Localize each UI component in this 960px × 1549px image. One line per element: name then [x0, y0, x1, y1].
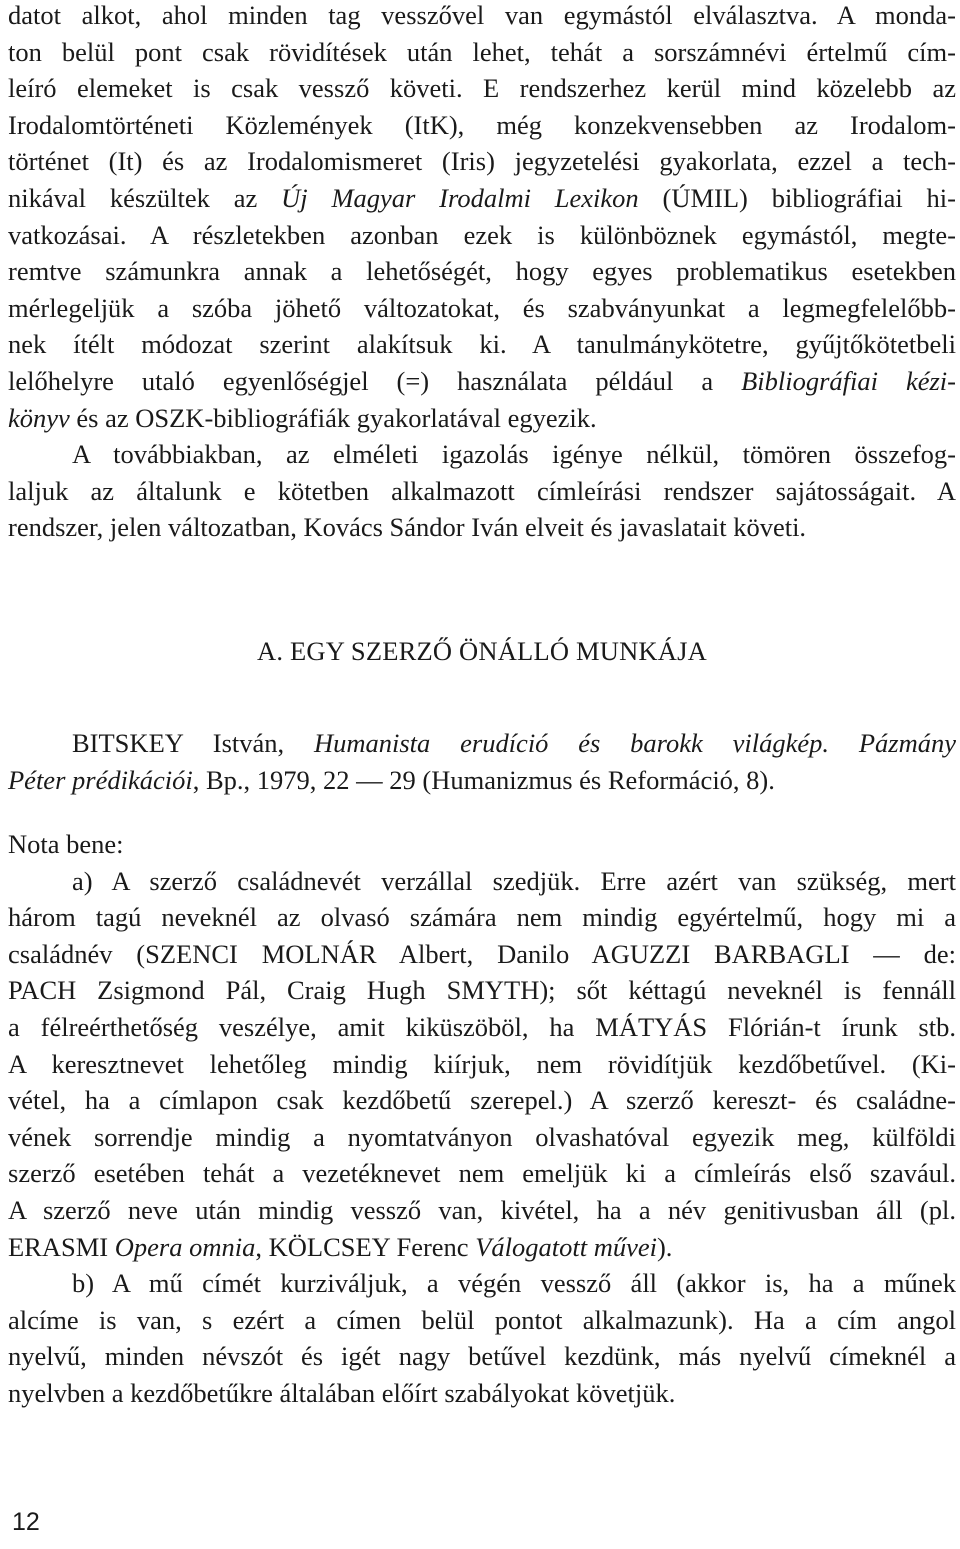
text-line: nek ítélt módozat szerint alakítsuk ki. A tanulmánykötetre, gyűjtőkötetbeli — [8, 329, 956, 360]
page-number: 12 — [12, 1508, 40, 1536]
section-heading: A. EGY SZERZŐ ÖNÁLLÓ MUNKÁJA — [257, 636, 707, 666]
text-line: vének sorrendje mindig a nyomtatványon olvashatóval egyezik meg, külföldi — [8, 1121, 956, 1152]
italic-title: Péter prédikációi — [8, 764, 193, 795]
text-line: a félreérthetőség veszélye, amit kiküszöböl, ha MÁTYÁS Flórián-t írunk stb. — [8, 1011, 956, 1042]
text-line: laljuk az általunk e kötetben alkalmazott címleírási rendszer sajátosságait. A — [8, 475, 956, 506]
text-line — [8, 1229, 956, 1266]
text-line: datot alkot, ahol minden tag vesszővel van egymástól elválasztva. A monda- — [8, 0, 956, 30]
text-run: , KÖLCSEY Ferenc — [255, 1231, 476, 1262]
example-citation — [8, 725, 956, 798]
italic-title: Válogatott művei — [475, 1231, 657, 1262]
text-line: b) A mű címét kurziváljuk, a végén vessző áll (akkor is, ha a műnek — [72, 1268, 956, 1299]
text-run: nikával készültek az — [8, 182, 282, 213]
intro-paragraph — [8, 0, 956, 546]
text-line: leíró elemeket is csak vessző követi. E rendszerhez kerül mind közelebb az — [8, 73, 956, 104]
text-line: remtve számunkra annak a lehetőségét, hogy egyes problematikus esetekben — [8, 256, 956, 287]
text-run: és az OSZK-bibliográfiák gyakorlatával egyezik. — [69, 402, 597, 433]
text-line: rendszer, jelen változatban, Kovács Sándor Iván elveit és javaslatait követi. — [8, 512, 807, 543]
text-line: A továbbiakban, az elméleti igazolás igénye nélkül, tömören összefog- — [72, 439, 956, 470]
text-line: történet (It) és az Irodalomismeret (Iris) jegyzetelési gyakorlata, ezzel a tech- — [8, 146, 956, 177]
text-run: lelőhelyre utaló egyenlőségjel (=) használata például a — [8, 365, 742, 396]
text-line — [8, 762, 956, 799]
text-run: ERASMI — [8, 1231, 115, 1262]
text-line: A keresztnevet lehetőleg mindig kiírjuk, nem rövidítjük kezdőbetűvel. (Ki- — [8, 1048, 956, 1079]
text-line: ton belül pont csak rövidítések után lehet, tehát a sorszámnévi értelmű cím- — [8, 36, 956, 67]
italic-title: Bibliográfiai kézi- — [741, 365, 956, 396]
text-line: A szerző neve után mindig vessző van, kivétel, ha a név genitivusban áll (pl. — [8, 1194, 956, 1225]
text-line — [8, 725, 956, 762]
nota-bene-label: Nota bene: — [8, 829, 124, 859]
italic-title: Humanista erudíció és barokk világkép. Pázmány — [313, 728, 956, 758]
text-line — [8, 180, 956, 217]
text-line: három tagú neveknél az olvasó számára nem mindig egyértelmű, hogy mi a — [8, 902, 956, 933]
text-line: szerző esetében tehát a vezetéknevet nem emeljük ki a címleírás első szavául. — [8, 1158, 956, 1189]
text-line: vatkozásai. A részletekben azonban ezek is különböznek egymástól, megte- — [8, 219, 956, 250]
text-line: mérlegeljük a szóba jöhető változatokat, és szabványunkat a legmegfelelőbb- — [8, 292, 956, 323]
text-run: ). — [656, 1231, 673, 1262]
text-line — [8, 400, 956, 437]
text-line: PACH Zsigmond Pál, Craig Hugh SMYTH); sőt kéttagú neveknél is fennáll — [8, 975, 956, 1006]
italic-title: könyv — [8, 402, 70, 433]
text-line: Irodalomtörténeti Közlemények (ItK), még konzekvensebben az Irodalom- — [8, 109, 956, 140]
text-run: (ÚMIL) bibliográfiai hi- — [638, 182, 956, 213]
text-line: a) A szerző családnevét verzállal szedjük. Erre azért van szükség, mert — [72, 865, 956, 896]
author-name: BITSKEY István, — [72, 728, 314, 758]
text-line: vétel, ha a címlapon csak kezdőbetű szerepel.) A szerző kereszt- és családne- — [8, 1085, 956, 1116]
text-line: alcíme is van, s ezért a címen belül pontot alkalmazunk). Ha a cím angol — [8, 1304, 956, 1335]
italic-title: Opera omnia — [114, 1231, 256, 1262]
text-line: családnév (SZENCI MOLNÁR Albert, Danilo AGUZZI BARBAGLI — de: — [8, 938, 956, 969]
text-line: nyelvben a kezdőbetűkre általában előírt szabályokat követjük. — [8, 1377, 676, 1408]
nota-bene-section — [8, 826, 956, 1412]
text-line — [8, 363, 956, 400]
text-line: nyelvű, minden névszót és igét nagy betűvel kezdünk, más nyelvű címeknél a — [8, 1341, 956, 1372]
italic-title: Új Magyar Irodalmi Lexikon — [281, 182, 639, 213]
text-run: , Bp., 1979, 22 — 29 (Humanizmus és Reformáció, 8). — [192, 764, 775, 795]
